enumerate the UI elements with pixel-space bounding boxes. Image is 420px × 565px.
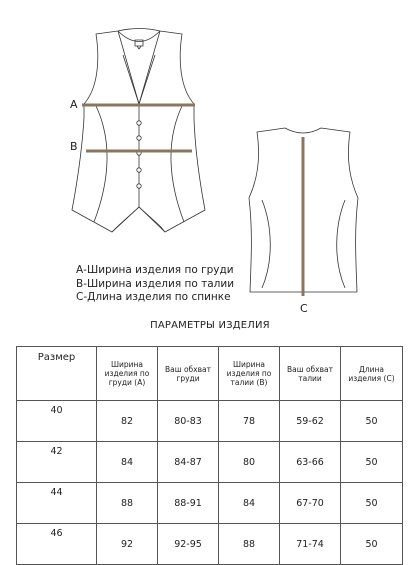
- cell-your-waist: 63-66: [280, 442, 341, 483]
- table-row: [17, 442, 403, 483]
- cell-size: 42: [17, 442, 97, 483]
- legend-item-c: С-Длина изделия по спинке: [76, 291, 231, 303]
- cell-size: 44: [17, 483, 97, 524]
- cell-size: 46: [17, 524, 97, 565]
- measurement-legend: [76, 264, 234, 305]
- table-header-row: [17, 347, 403, 401]
- marker-a: A: [70, 98, 78, 111]
- header-chest-width: Ширина изделия по груди (А): [97, 347, 158, 401]
- cell-your-chest: 92-95: [158, 524, 219, 565]
- cell-length: 50: [341, 401, 403, 442]
- cell-your-waist: 59-62: [280, 401, 341, 442]
- size-table: [16, 346, 403, 565]
- cell-size: 40: [17, 401, 97, 442]
- cell-waist-width: 84: [219, 483, 280, 524]
- table-row: [17, 483, 403, 524]
- marker-c: C: [300, 302, 308, 315]
- cell-length: 50: [341, 442, 403, 483]
- cell-length: 50: [341, 524, 403, 565]
- cell-your-waist: 67-70: [280, 483, 341, 524]
- header-length: Длина изделия (С): [341, 347, 403, 401]
- header-size: Размер: [17, 347, 97, 401]
- header-waist-width: Ширина изделия по талии (В): [219, 347, 280, 401]
- legend-item-b: В-Ширина изделия по талии: [76, 277, 235, 290]
- cell-chest-width: 92: [97, 524, 158, 565]
- cell-waist-width: 78: [219, 401, 280, 442]
- marker-b: B: [70, 140, 78, 153]
- cell-chest-width: 82: [97, 401, 158, 442]
- table-row: [17, 524, 403, 565]
- cell-chest-width: 84: [97, 442, 158, 483]
- cell-waist-width: 88: [219, 524, 280, 565]
- cell-length: 50: [341, 483, 403, 524]
- table-row: [17, 401, 403, 442]
- cell-waist-width: 80: [219, 442, 280, 483]
- cell-your-waist: 71-74: [280, 524, 341, 565]
- cell-your-chest: 88-91: [158, 483, 219, 524]
- legend-item-a: А-Ширина изделия по груди: [76, 264, 234, 276]
- vest-front-drawing: [72, 29, 205, 233]
- header-your-waist: Ваш обхват талии: [280, 347, 341, 401]
- cell-your-chest: 80-83: [158, 401, 219, 442]
- cell-your-chest: 84-87: [158, 442, 219, 483]
- table-title: ПАРАМЕТРЫ ИЗДЕЛИЯ: [150, 320, 270, 331]
- header-your-chest: Ваш обхват груди: [158, 347, 219, 401]
- cell-chest-width: 88: [97, 483, 158, 524]
